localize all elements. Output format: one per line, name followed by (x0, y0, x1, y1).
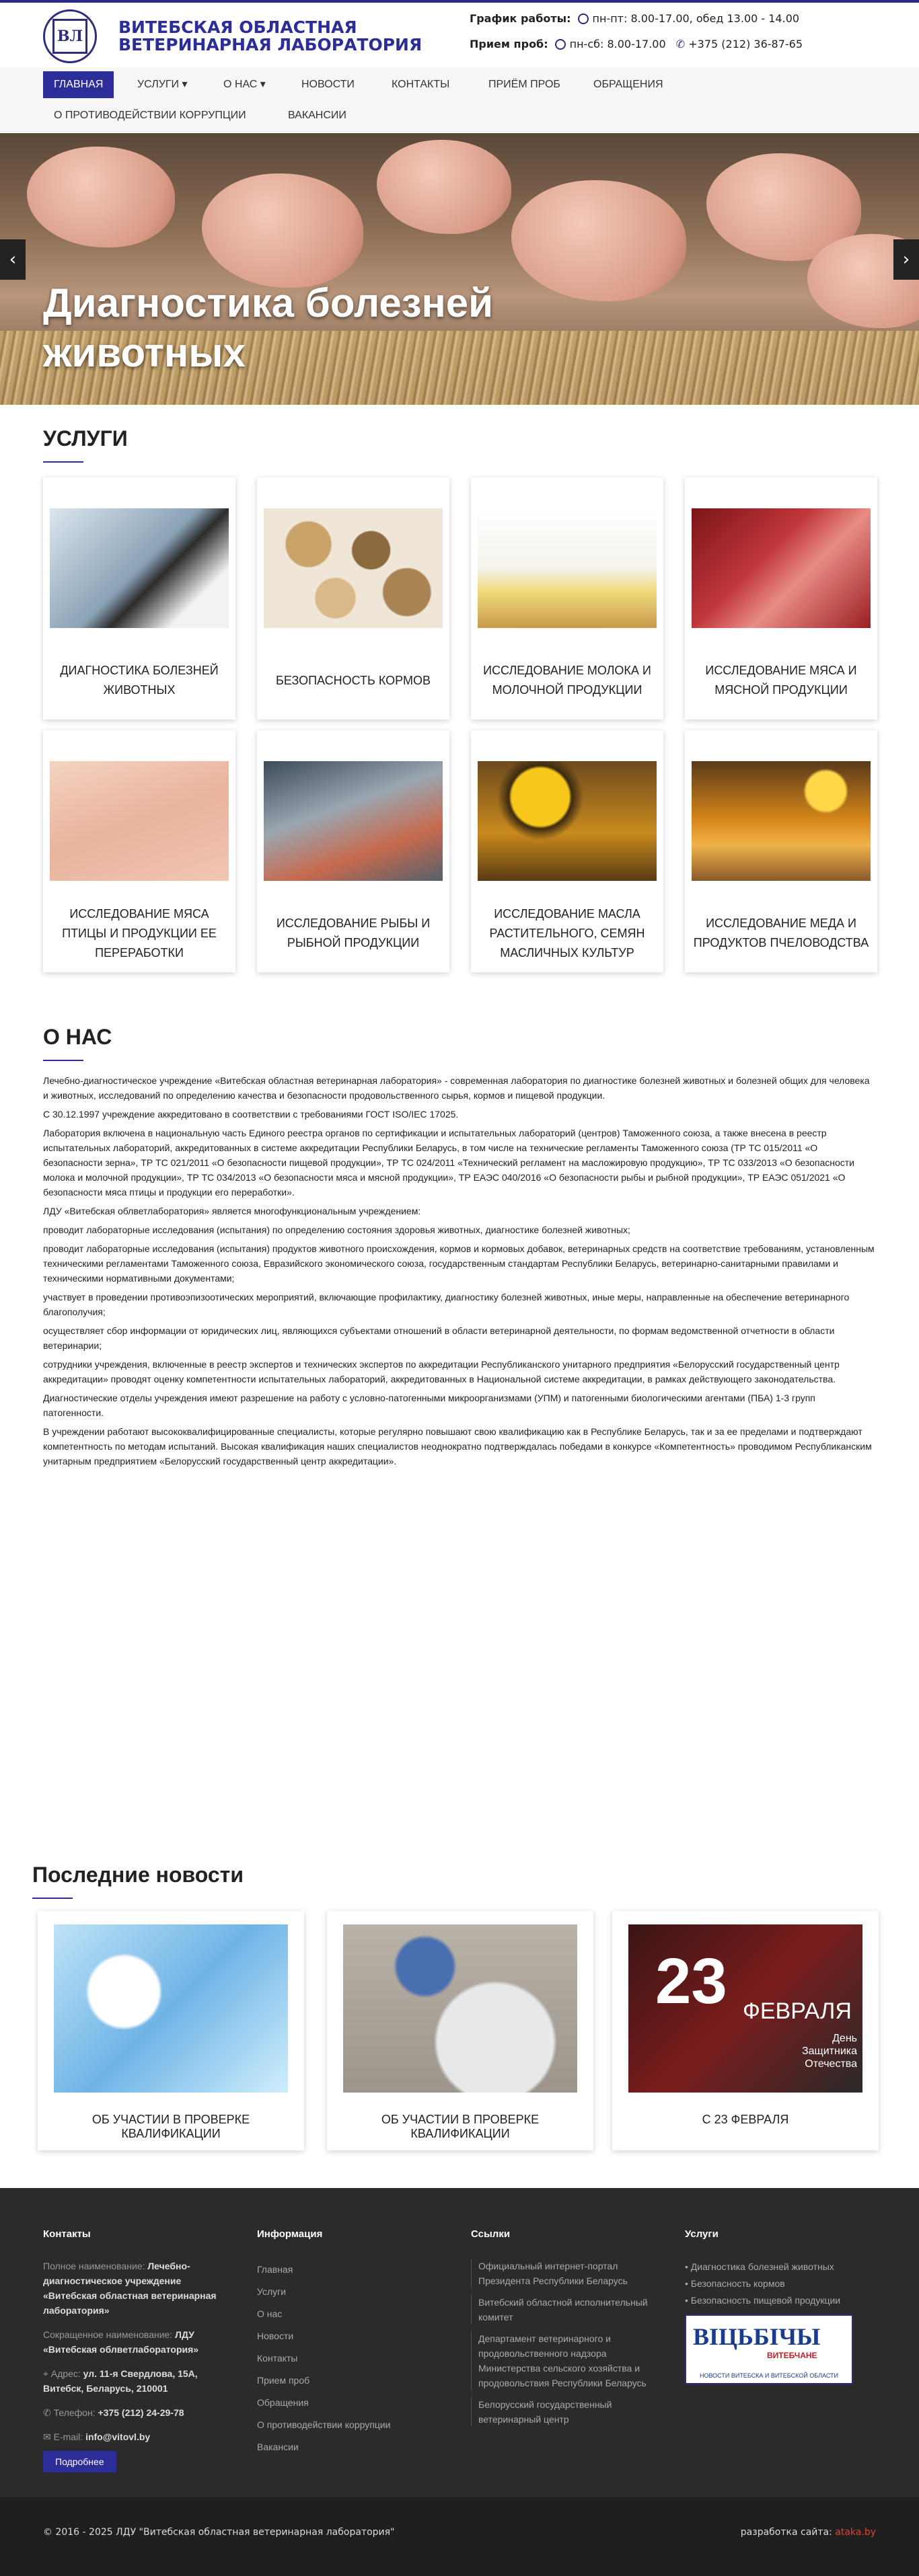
hero-title-line2: животных (43, 330, 246, 375)
map-pin-icon: ⌖ (43, 2368, 48, 2379)
service-card[interactable] (471, 477, 663, 719)
nav-appeals[interactable]: ОБРАЩЕНИЯ (593, 79, 663, 90)
footer-info-title: Информация (257, 2228, 323, 2240)
news-heading: Последние новости (32, 1863, 244, 1887)
about-paragraph: проводит лабораторные исследования (испытания) продуктов животного происхождения, кормов и кормовых добавок, ветеринарных средств на соответствие требованиям, установленным техническими регламентами Таможенного союза, Евразийского экономического союза, государственным стандартам Республики Беларусь, ветеринарно-санитарными правилами и техническими нормативными документами; (43, 1243, 875, 1284)
about-paragraph: Лечебно-диагностическое учреждение «Витебская областная ветеринарная лаборатория» - современная лаборатория по диагностике болезней животных и болезней общих для человека и животных, исследований по определению качества и безопасности продовольственного сырья, кормов и пищевой продукции. (43, 1075, 870, 1101)
news-card[interactable] (38, 1911, 304, 2150)
about-heading: О НАС (43, 1025, 112, 1049)
banner-caption: НОВОСТИ ВИТЕБСКА И ВИТЕБСКОЙ ОБЛАСТИ (699, 2372, 839, 2379)
service-image (50, 761, 229, 881)
service-title: БЕЗОПАСНОСТЬ КОРМОВ (276, 673, 431, 687)
more-button[interactable]: Подробнее (43, 2451, 116, 2472)
footer-bottom-bar (0, 2497, 919, 2576)
nav-services[interactable]: УСЛУГИ ▾ (137, 79, 188, 90)
heading-underline (43, 1060, 83, 1061)
footer-contacts (43, 2228, 218, 2472)
poster-day: 23 (655, 1945, 727, 2017)
site-header (0, 3, 919, 67)
pig-image (27, 147, 175, 247)
slider-prev-button[interactable]: ‹ (0, 239, 26, 280)
service-title: ИССЛЕДОВАНИЕ МЯСА И МЯСНОЙ ПРОДУКЦИИ (705, 664, 857, 697)
service-card[interactable] (471, 730, 663, 972)
footer-links (471, 2228, 653, 2433)
footer-link-appeals[interactable]: Обращения (257, 2397, 309, 2408)
about-paragraph: Диагностические отделы учреждения имеют разрешение на работу с условно-патогенными микроорганизмами (УПМ) и патогенными биологическими агентами (ПБА) 1-3 групп патогенности. (43, 1393, 815, 1418)
footer-service-link[interactable]: • Безопасность кормов (685, 2275, 876, 2292)
service-image (478, 761, 657, 881)
footer-link-contacts[interactable]: Контакты (257, 2353, 298, 2364)
footer-service-link[interactable]: • Диагностика болезней животных (685, 2259, 876, 2275)
reception-value: пн-сб: 8.00-17.00 (569, 38, 666, 50)
news-title: ОБ УЧАСТИИ В ПРОВЕРКЕ КВАЛИФИКАЦИИ (381, 2113, 540, 2140)
header-phone[interactable]: +375 (212) 36-87-65 (688, 38, 803, 50)
news-image (628, 1924, 862, 2093)
footer-ext-link[interactable]: Белорусский государственный ветеринарный центр (471, 2397, 653, 2427)
footer-ext-link[interactable]: Витебский областной исполнительный комитет (471, 2295, 653, 2325)
news-title: С 23 ФЕВРАЛЯ (702, 2113, 789, 2126)
footer-email (43, 2429, 218, 2444)
brand-line1: ВИТЕБСКАЯ ОБЛАСТНАЯ (118, 17, 357, 37)
banner-title: ВІЦЬБІЧЫ (693, 2323, 821, 2350)
about-paragraph: осуществляет сбор информации от юридических лиц, являющихся субъектами отношений в области ветеринарной деятельности, по формам ведомственной отчетности в области ветеринарии; (43, 1325, 835, 1351)
poster-month: ФЕВРАЛЯ (743, 1998, 852, 2024)
nav-about[interactable]: О НАС ▾ (223, 79, 266, 90)
nav-samples[interactable]: ПРИЁМ ПРОБ (488, 79, 560, 90)
about-paragraph: сотрудники учреждения, включенные в реестр экспертов и технических экспертов по аккредитации Республиканского унитарного предприятия «Белорусский государственный центр аккредитации» проводят оценку компетентности испытательных лабораторий, аккредитованных в Национальной системе аккредитации, в рамках действующего законодательства. (43, 1359, 840, 1384)
news-card[interactable] (612, 1911, 879, 2150)
copyright: © 2016 - 2025 ЛДУ "Витебская областная ветеринарная лаборатория" (43, 2527, 395, 2538)
footer-link-home[interactable]: Главная (257, 2264, 293, 2275)
short-name-value: ЛДУ «Витебская облветлаборатория» (43, 2329, 199, 2355)
brand-line2: ВЕТЕРИНАРНАЯ ЛАБОРАТОРИЯ (118, 35, 422, 54)
short-name (43, 2327, 218, 2357)
service-card[interactable] (43, 477, 235, 719)
about-paragraph: В учреждении работают высококвалифицированные специалисты, которые регулярно повышают свою квалификацию как в Республике Беларусь, так и за ее пределами и подтверждают компетентность по методам испытаний. Высокая квалификация наших специалистов неоднократно подтверждалась победами в конкурсе «Компетентность» проводимом Республиканским унитарным предприятием «Белорусский государственный центр аккредитации». (43, 1426, 872, 1467)
service-card[interactable] (43, 730, 235, 972)
nav-home[interactable]: ГЛАВНАЯ (43, 71, 114, 98)
hero-slider (0, 133, 919, 405)
phone-value[interactable]: +375 (212) 24-29-78 (98, 2407, 184, 2418)
service-image (692, 508, 871, 628)
site-brand[interactable] (118, 19, 422, 54)
full-name-label: Полное наименование: (43, 2261, 145, 2271)
footer-link-samples[interactable]: Прием проб (257, 2375, 310, 2386)
service-card[interactable] (685, 730, 877, 972)
about-paragraph: Лаборатория включена в национальную часть Единого реестра органов по сертификации и испытательных лабораторий (центров) Таможенного союза, а также внесена в реестр испытательных лабораторий, аккредитованных в системе аккредитации Республики Беларусь, в том числе на технические регламенты Таможенного союза (ТР ТС 015/2011 «О безопасности зерна», ТР ТС 021/2011 «О безопасности пищевой продукции», ТР ТС 024/2011 «Технический регламент на масложировую продукцию», ТР ТС 033/2013 «О безопасности молока и молочной продукции», ТР ТС 034/2013 «О безопасности мяса и мясной продукции», ТР ЕАЭС 040/2016 «О безопасности рыбы и рыбной продукции», ТР ЕАЭС 051/2021 «О безопасности мяса птицы и продукции его переработки». (43, 1128, 854, 1198)
heading-underline (43, 461, 83, 463)
nav-news[interactable]: НОВОСТИ (301, 79, 355, 90)
footer-link-anticorruption[interactable]: О противодействии коррупции (257, 2419, 391, 2430)
main-nav (0, 67, 919, 132)
about-paragraph: ЛДУ «Витебская облветлаборатория» является многофункциональным учреждением: (43, 1206, 421, 1216)
address-value: ул. 11-я Свердлова, 15А, Витебск, Беларусь, 210001 (43, 2368, 198, 2394)
email-value[interactable]: info@vitovl.by (85, 2431, 151, 2442)
reception-schedule (470, 38, 803, 50)
news-title: ОБ УЧАСТИИ В ПРОВЕРКЕ КВАЛИФИКАЦИИ (91, 2113, 250, 2140)
address (43, 2366, 218, 2396)
service-image (264, 761, 443, 881)
schedule-value: пн-пт: 8.00-17.00, обед 13.00 - 14.00 (592, 12, 800, 25)
footer-link-news[interactable]: Новости (257, 2331, 294, 2341)
nav-anticorruption[interactable]: О ПРОТИВОДЕЙСТВИИ КОРРУПЦИИ (54, 110, 246, 121)
slider-next-button[interactable]: › (893, 239, 919, 280)
news-image (343, 1924, 577, 2093)
service-image (478, 508, 657, 628)
developer-link[interactable]: ataka.by (835, 2527, 876, 2538)
footer-link-services[interactable]: Услуги (257, 2286, 287, 2297)
service-title: ИССЛЕДОВАНИЕ МАСЛА РАСТИТЕЛЬНОГО, СЕМЯН МАСЛИЧНЫХ КУЛЬТУР (489, 906, 645, 960)
footer-service-link[interactable]: • Безопасность пищевой продукции (685, 2292, 876, 2309)
banner-subtitle: ВИТЕБЧАНЕ (767, 2351, 817, 2360)
reception-label: Прием проб: (470, 38, 548, 50)
service-title: ИССЛЕДОВАНИЕ РЫБЫ И РЫБНОЙ ПРОДУКЦИИ (276, 916, 431, 949)
lab-emblem-icon[interactable]: ВЛ (43, 9, 97, 63)
phone-label: Телефон: (53, 2407, 96, 2418)
footer-links-title: Ссылки (471, 2228, 511, 2240)
clock-icon (578, 13, 589, 24)
pig-image (202, 173, 363, 288)
service-image (692, 761, 871, 881)
pig-image (377, 140, 511, 234)
clock-icon (555, 39, 566, 50)
service-title: ДИАГНОСТИКА БОЛЕЗНЕЙ ЖИВОТНЫХ (60, 664, 219, 697)
service-title: ИССЛЕДОВАНИЕ МЕДА И ПРОДУКТОВ ПЧЕЛОВОДСТВА (693, 916, 869, 949)
service-image (50, 508, 229, 628)
service-image (264, 508, 443, 628)
footer-services (685, 2228, 876, 2384)
email-label: E-mail: (53, 2431, 83, 2442)
phone-icon: ✆ (43, 2407, 51, 2418)
footer-ext-link[interactable]: Департамент ветеринарного и продовольственного надзора Министерства сельского хозяйства и продовольствия Республики Беларусь (471, 2331, 653, 2390)
heading-underline (32, 1898, 73, 1899)
footer-link-vacancies[interactable]: Вакансии (257, 2442, 299, 2452)
services-heading: УСЛУГИ (43, 426, 128, 451)
full-name (43, 2259, 218, 2318)
footer-info (257, 2228, 432, 2458)
news-banner[interactable] (685, 2314, 853, 2384)
about-paragraph: С 30.12.1997 учреждение аккредитовано в соответствии с требованиями ГОСТ ISO/IEC 17025. (43, 1109, 459, 1120)
about-paragraph: участвует в проведении противоэпизоотических мероприятий, включающие профилактику, диагностику болезней животных, иные меры, направленные на обеспечение ветеринарного благополучия; (43, 1292, 850, 1317)
nav-contacts[interactable]: КОНТАКТЫ (392, 79, 450, 90)
phone-icon: ✆ (675, 38, 686, 50)
service-title: ИССЛЕДОВАНИЕ МОЛОКА И МОЛОЧНОЙ ПРОДУКЦИИ (483, 664, 651, 697)
developer-label: разработка сайта: (740, 2527, 832, 2538)
footer-phone (43, 2405, 218, 2420)
footer-contacts-title: Контакты (43, 2228, 91, 2240)
service-title: ИССЛЕДОВАНИЕ МЯСА ПТИЦЫ И ПРОДУКЦИИ ЕЕ ПЕРЕРАБОТКИ (62, 906, 217, 960)
hero-title (43, 278, 493, 378)
nav-vacancies[interactable]: ВАКАНСИИ (288, 110, 346, 121)
address-label: Адрес: (50, 2368, 81, 2379)
poster-subtitle: День Защитника Отечества (801, 2033, 857, 2070)
service-card[interactable] (685, 477, 877, 719)
about-paragraph: проводит лабораторные исследования (испытания) по определению состояния здоровья животных, диагностике болезней животных; (43, 1224, 630, 1235)
schedule-label: График работы: (470, 12, 571, 25)
hero-title-line1: Диагностика болезней (43, 280, 494, 325)
short-name-label: Сокращенное наименование: (43, 2329, 173, 2340)
about-text (43, 1073, 876, 1473)
full-name-value: Лечебно-диагностическое учреждение «Витебская областная ветеринарная лаборатория» (43, 2261, 217, 2316)
footer-link-about[interactable]: О нас (257, 2308, 283, 2319)
news-card[interactable] (327, 1911, 593, 2150)
pig-image (511, 180, 686, 301)
service-card[interactable] (257, 477, 449, 719)
developer-credit (741, 2527, 876, 2538)
news-image (54, 1924, 288, 2093)
work-schedule (470, 12, 799, 25)
service-card[interactable] (257, 730, 449, 972)
email-icon: ✉ (43, 2431, 51, 2442)
footer-ext-link[interactable]: Официальный интернет-портал Президента Республики Беларусь (471, 2259, 653, 2288)
footer-services-title: Услуги (685, 2228, 719, 2240)
